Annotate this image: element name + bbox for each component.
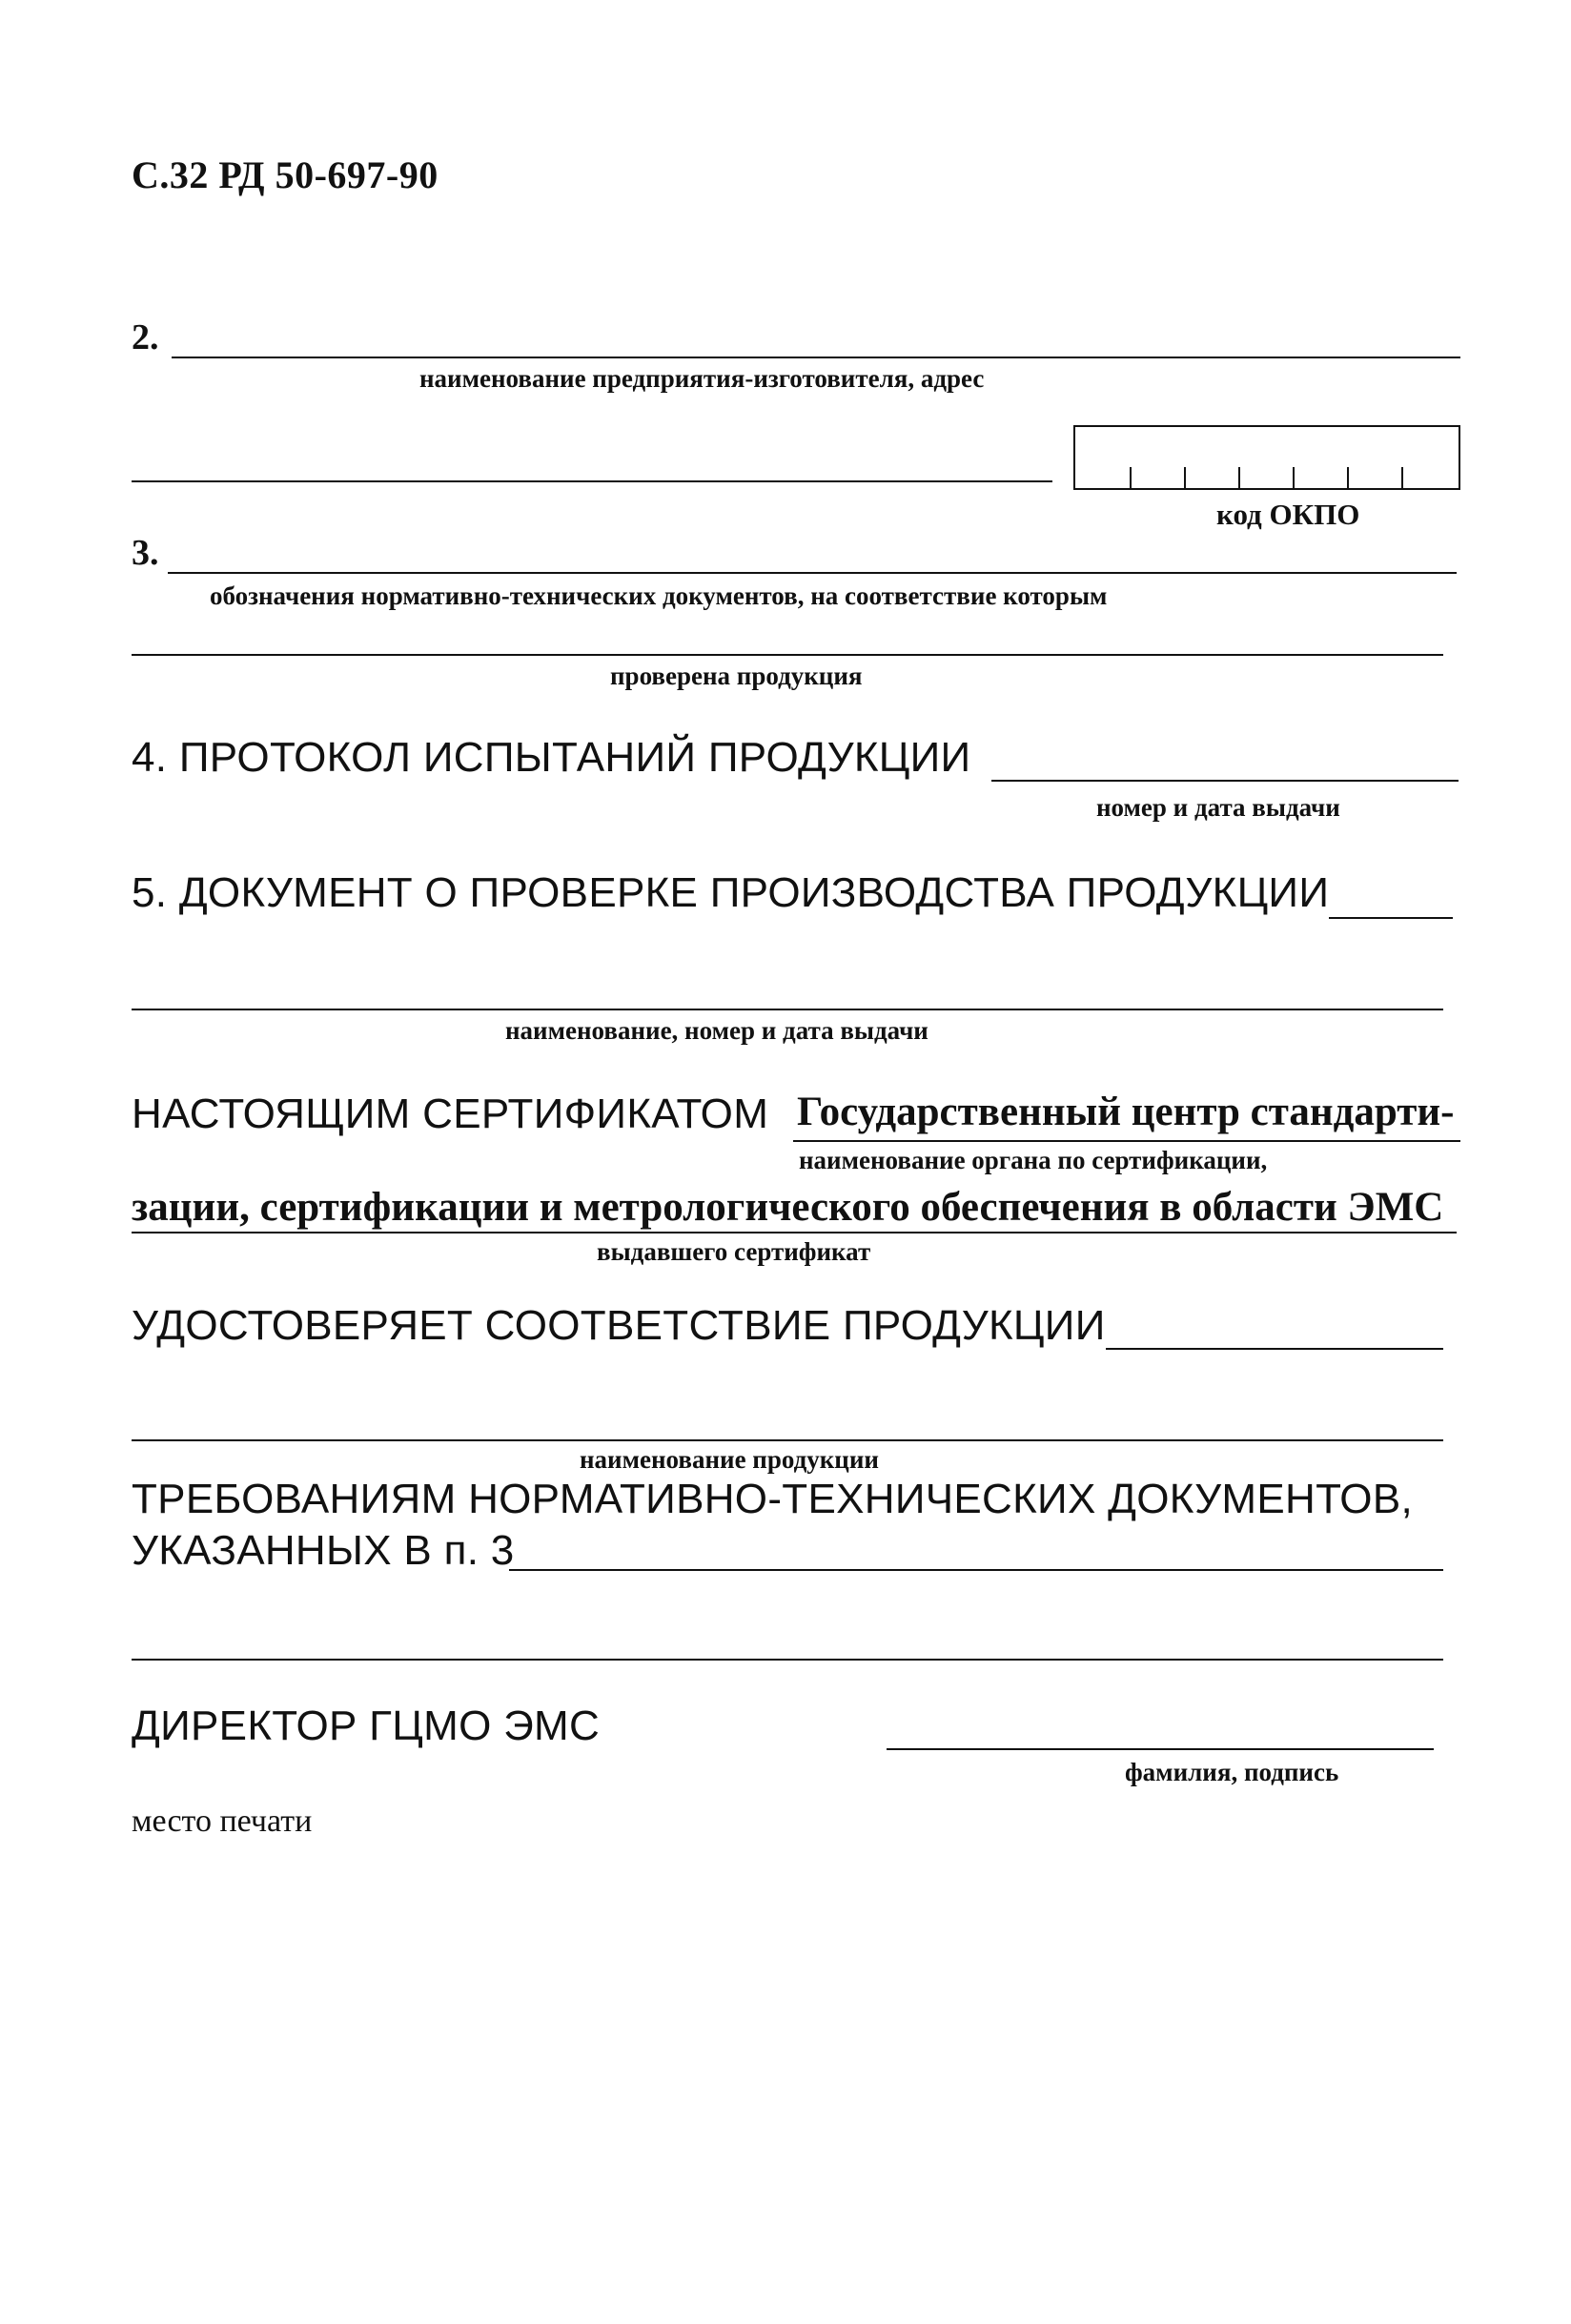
okpo-cell-divider xyxy=(1401,467,1403,488)
requirements-line-fill[interactable] xyxy=(509,1569,1443,1571)
page-reference: С.32 РД 50-697-90 xyxy=(132,153,439,196)
signature-caption: фамилия, подпись xyxy=(1125,1758,1339,1786)
standards-caption-2: проверена продукция xyxy=(610,662,863,690)
stamp-place-label: место печати xyxy=(132,1804,313,1839)
section-3-number: 3. xyxy=(132,533,159,573)
standards-caption-1: обозначения нормативно-технических документов, на соответствие которым xyxy=(210,581,1108,610)
issuer-caption-1: наименование органа по сертификации, xyxy=(799,1146,1268,1174)
production-check-line-2[interactable] xyxy=(132,1009,1443,1010)
issuer-underline-1 xyxy=(793,1140,1460,1142)
test-protocol-line[interactable] xyxy=(991,780,1459,782)
product-line-2[interactable] xyxy=(132,1439,1443,1441)
extra-line[interactable] xyxy=(132,1659,1443,1661)
okpo-cell-divider xyxy=(1130,467,1132,488)
okpo-cell-divider xyxy=(1184,467,1186,488)
issuer-underline-2 xyxy=(132,1232,1457,1233)
okpo-caption: код ОКПО xyxy=(1216,498,1360,531)
standards-line-1[interactable] xyxy=(168,572,1457,574)
production-check-title: 5. ДОКУМЕНТ О ПРОВЕРКЕ ПРОИЗВОДСТВА ПРОДУКЦИИ xyxy=(132,869,1330,916)
okpo-code-box[interactable] xyxy=(1073,425,1460,490)
issuer-line-1: Государственный центр стандарти- xyxy=(797,1090,1455,1134)
standards-line-2[interactable] xyxy=(132,654,1443,656)
test-protocol-title: 4. ПРОТОКОЛ ИСПЫТАНИЙ ПРОДУКЦИИ xyxy=(132,734,971,781)
issuer-caption-2: выдавшего сертификат xyxy=(597,1237,871,1266)
requirements-line-1: ТРЕБОВАНИЯМ НОРМАТИВНО-ТЕХНИЧЕСКИХ ДОКУМЕНТОВ, xyxy=(132,1476,1414,1522)
production-check-line-1[interactable] xyxy=(1329,917,1453,919)
test-protocol-caption: номер и дата выдачи xyxy=(1096,793,1340,822)
director-title: ДИРЕКТОР ГЦМО ЭМС xyxy=(132,1702,601,1749)
certificate-lead: НАСТОЯЩИМ СЕРТИФИКАТОМ xyxy=(132,1091,769,1137)
product-line-1[interactable] xyxy=(1106,1348,1443,1350)
issuer-line-2: зации, сертификации и метрологического обеспечения в области ЭМС xyxy=(132,1185,1444,1230)
section-2-number: 2. xyxy=(132,317,159,357)
conformity-title: УДОСТОВЕРЯЕТ СООТВЕТСТВИЕ ПРОДУКЦИИ xyxy=(132,1302,1106,1349)
product-caption: наименование продукции xyxy=(580,1445,879,1474)
manufacturer-line-2[interactable] xyxy=(132,480,1052,482)
okpo-cell-divider xyxy=(1238,467,1240,488)
okpo-cell-divider xyxy=(1347,467,1349,488)
okpo-cell-divider xyxy=(1293,467,1295,488)
manufacturer-caption: наименование предприятия-изготовителя, адрес xyxy=(419,364,985,393)
manufacturer-line-1[interactable] xyxy=(172,357,1460,358)
signature-line[interactable] xyxy=(887,1748,1434,1750)
requirements-line-2: УКАЗАННЫХ В п. 3 xyxy=(132,1527,515,1574)
production-check-caption: наименование, номер и дата выдачи xyxy=(505,1016,928,1045)
